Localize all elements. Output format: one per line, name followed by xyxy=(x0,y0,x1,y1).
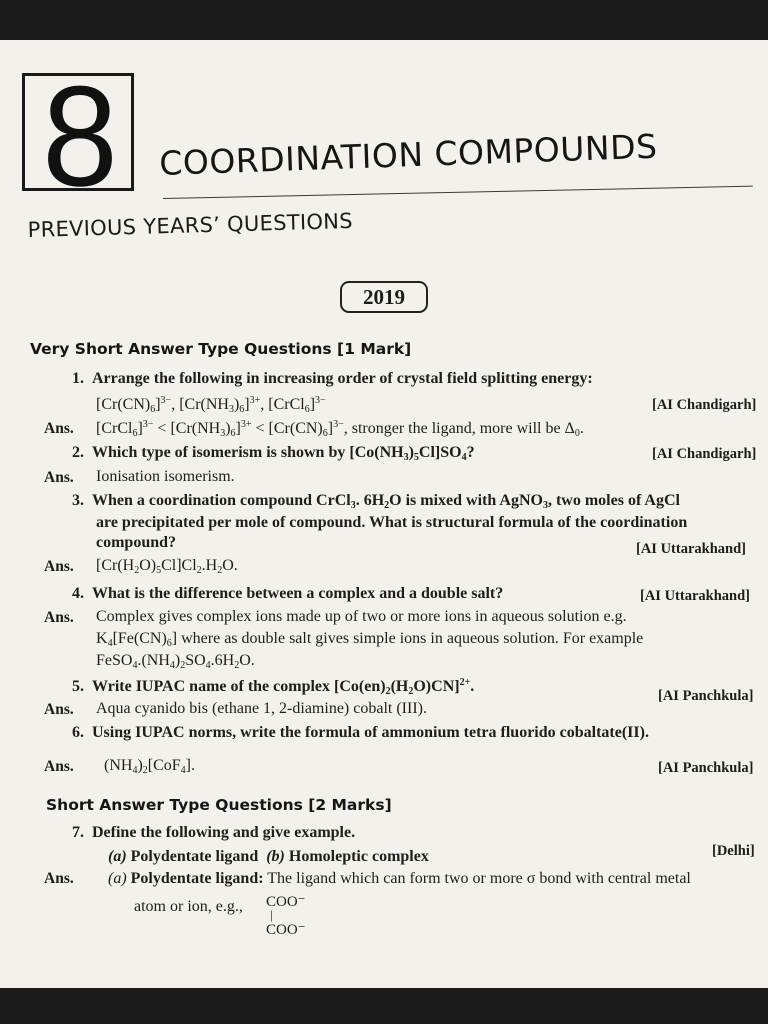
question-6: 6. Using IUPAC norms, write the formula of ammonium tetra fluorido cobaltate(II). xyxy=(72,724,649,741)
answer-label-3: Ans. xyxy=(44,558,74,575)
question-1-formulas: $[Cr(CN)_6]^{3-}$, $[Cr(NH_3)_6]^{3+}$, [CrCl$_6$]$^{3-}$ xyxy=(96,395,326,415)
bleed-through-texture xyxy=(150,46,750,69)
question-7-source: [Delhi] xyxy=(712,843,755,859)
answer-label-5: Ans. xyxy=(44,701,74,718)
question-3-source: [AI Uttarakhand] xyxy=(636,541,746,557)
answer-label-6: Ans. xyxy=(44,758,74,775)
section-heading-short: Short Answer Type Questions [2 Marks] xyxy=(46,796,392,814)
answer-7a-line-2: atom or ion, e.g., xyxy=(134,898,243,915)
answer-label-2: Ans. xyxy=(44,469,74,486)
answer-label-1: Ans. xyxy=(44,420,74,437)
title-divider xyxy=(163,186,753,199)
question-3: 3. When a coordination compound CrCl$_3$. $6H_2O$ is mixed with AgNO$_3$, two moles of AgCl xyxy=(72,492,680,511)
oxalate-top: COO⁻ xyxy=(266,894,306,910)
answer-4-line-1: Complex gives complex ions made up of two or more ions in aqueous solution e.g. xyxy=(96,608,627,625)
question-7: 7. Define the following and give example. xyxy=(72,824,356,841)
chapter-title: COORDINATION COMPOUNDS xyxy=(158,126,659,183)
oxalate-bond: | xyxy=(270,907,273,922)
answer-3: $[Cr(H_2O)_5Cl]Cl_2.H_2O$. xyxy=(96,557,238,576)
section-subtitle: PREVIOUS YEARS’ QUESTIONS xyxy=(27,208,354,242)
answer-5: Aqua cyanido bis (ethane 1, 2-diamine) cobalt (III). xyxy=(96,700,427,717)
answer-6: $(NH_4)_2[CoF_4]$. xyxy=(104,757,195,776)
question-5-source: [AI Panchkula] xyxy=(658,688,754,704)
answer-1: [CrCl$_6$]$^{3-}$ < $[Cr(NH_3)_6]^{3+} < [Cr(CN)_6]^{3-}$, stronger the ligand, more will be $\Delta_0$. xyxy=(96,419,584,439)
question-2-source: [AI Chandigarh] xyxy=(652,446,757,462)
answer-2: Ionisation isomerism. xyxy=(96,468,235,485)
question-7-options: (a) Polydentate ligand (b) Homoleptic complex xyxy=(108,848,429,865)
question-4: 4. What is the difference between a complex and a double salt? xyxy=(72,585,504,602)
question-3-line-2: are precipitated per mole of compound. What is structural formula of the coordination xyxy=(96,514,688,531)
oxalate-bottom: COO⁻ xyxy=(266,922,306,938)
answer-7a: (a) Polydentate ligand: The ligand which can form two or more σ bond with central metal xyxy=(108,870,691,887)
chapter-number: 8 xyxy=(42,56,118,216)
question-1-source: [AI Chandigarh] xyxy=(652,397,757,413)
answer-label-7: Ans. xyxy=(44,870,74,887)
question-1: 1. Arrange the following in increasing order of crystal field splitting energy: xyxy=(72,370,593,387)
answer-label-4: Ans. xyxy=(44,609,74,626)
question-5: 5. Write IUPAC name of the complex $[Co(en)_2(H_2O)CN]^{2+}$. xyxy=(72,677,475,697)
answer-4-line-3: $FeSO_4.(NH_4)_2SO_4.6H_2O$. xyxy=(96,652,255,671)
year-badge: 2019 xyxy=(340,281,428,313)
textbook-page xyxy=(0,40,768,988)
section-heading-very-short: Very Short Answer Type Questions [1 Mark] xyxy=(30,340,412,358)
question-2: 2. Which type of isomerism is shown by $[Co(NH_3)_5Cl]SO_4$? xyxy=(72,444,475,463)
answer-4-line-2: $K_4[Fe(CN)_6]$ where as double salt gives simple ions in aqueous solution. For example xyxy=(96,630,644,649)
question-6-source: [AI Panchkula] xyxy=(658,760,754,776)
question-4-source: [AI Uttarakhand] xyxy=(640,588,750,604)
question-3-line-3: compound? xyxy=(96,534,177,551)
